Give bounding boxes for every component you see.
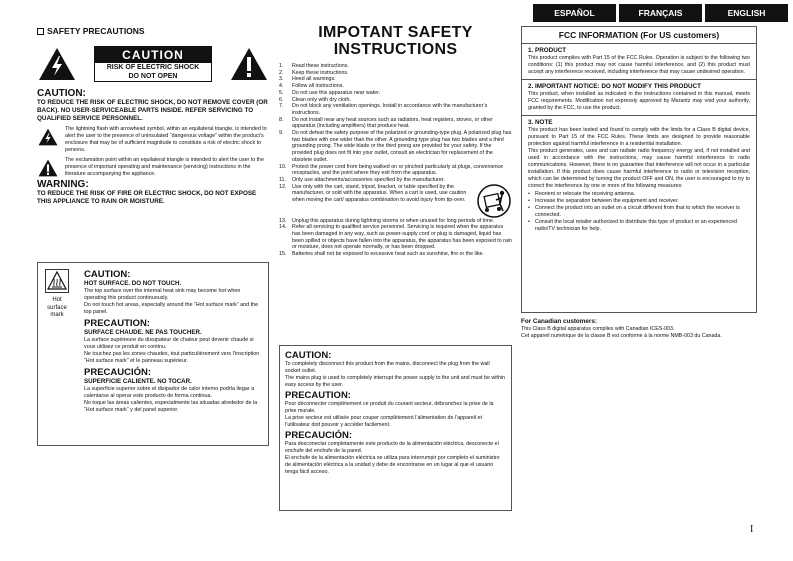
instruction-number: 13. [279,217,287,224]
instruction-item [279,70,512,77]
disconnect-fr-heading: PRECAUTION: [285,390,351,401]
hs-caution-sub: HOT SURFACE. DO NOT TOUCH. [84,280,182,287]
small-lightning-icon [37,126,59,154]
exclamation-explanation-text: The exclamation point within an equilateral triangle is intended to alert the user to the presence of important operating and maintenance (servicing) instructions in the literature accompanying the appliance. [65,157,265,177]
instruction-text: Do not block any ventilation openings. Install in accordance with the manufacturer’s instructions. [292,103,488,116]
list-item: • Reorient or relocate the receiving antenna. [528,191,636,197]
warning-heading: WARNING: [37,179,89,190]
instruction-item [279,90,512,97]
instruction-text: Refer all servicing to qualified service personnel. Servicing is required when the apparatus has been damaged in any way, such as power-supply cord or plug is damaged, liquid has been spilled or objects have fallen into the apparatus, the apparatus has been exposed to rain or moisture, does not operate normally, or has been dropped. [292,224,512,251]
hot-surface-text [84,267,264,414]
instruction-number: 10. [279,163,287,170]
instruction-text: Keep these instructions. [292,69,349,76]
hs-fr-p2: Ne touchez pas les zones chaudes, tout particulièrement vers l’inscription “Hot surface mark” et le panneau supérieur. [84,351,260,364]
instruction-text: Batteries shall not be exposed to excessive heat such as sunshine, fire or the like. [292,251,484,258]
instructions-title-line1: IMPOTANT SAFETY [318,24,473,41]
bullet-icon: • [528,205,530,211]
list-item: • Increase the separation between the equipment and receiver. [528,198,679,204]
instruction-number: 12. [279,183,287,190]
lightning-explanation [37,126,269,154]
instruction-item [279,83,512,90]
fcc-box [521,26,757,313]
instruction-item [279,224,512,251]
exclamation-explanation [37,157,269,178]
instruction-item [279,76,512,83]
instruction-text: Only use attachments/accessories specified by the manufacturer. [292,176,445,183]
instruction-number: 7. [279,103,284,110]
hs-es-heading: PRECAUCIÓN: [84,367,152,378]
fcc-section-note [522,116,756,236]
bullet-icon: • [528,191,530,197]
checkbox-square-icon [37,28,44,35]
hs-es-p1: La superficie superior sobre el disipador de calor interno podría llegar a calentarse al operar este producto de forma continua. [84,386,255,399]
hs-es-sub: SUPERFICIE CALIENTE. NO TOCAR. [84,378,192,385]
hs-fr-p1: La surface supérieure du dissipateur de chaleur peut devenir chaude si vous utilisez ce produit en continu. [84,337,254,350]
instruction-text: Heed all warnings. [292,76,336,83]
caution-panel [37,42,269,206]
hot-surface-box [37,262,269,446]
disconnect-caution-box [279,345,512,511]
instruction-number: 8. [279,116,284,123]
tab-espanol[interactable]: ESPAÑOL [533,4,616,22]
cart-tipover-warning-icon [476,184,512,218]
hot-surface-icon [45,269,69,293]
tab-francais[interactable]: FRANÇAIS [619,4,702,22]
caution-label-box [94,46,212,82]
fcc-s1-text: This product complies with Part 15 of the FCC Rules. Operation is subject to the following two conditions: (1) this product may not cause harmful interference, and (2) this product must accept any interference received, including interference that may cause undesired operation. [528,55,750,75]
fcc-measures-list [528,191,750,233]
caution-text: TO REDUCE THE RISK OF ELECTRIC SHOCK, DO NOT REMOVE COVER (OR BACK). NO USER-SERVICEABLE PARTS INSIDE. REFER SERVICING TO QUALIFIED SERVICE PERSONNEL. [37,99,268,122]
instruction-text-wrap [292,184,512,218]
caution-heading: CAUTION: [37,88,86,99]
lightning-explanation-text: The lightning flash with arrowhead symbol, within an equilateral triangle, is intended to alert the user to the presence of uninsulated “dangerous voltage” within the product’s enclosure that may be of sufficient magnitude to constitute a risk of electric shock to persons. [65,126,267,153]
fcc-section-product [522,44,756,80]
disconnect-fr-p2: La prise secteur est utilisée pour couper complètement l’alimentation de l’appareil et l’utilisateur doit pouvoir y accéder facilement. [285,415,482,428]
instruction-text: Clean only with dry cloth. [292,96,351,103]
disconnect-en-heading: CAUTION: [285,350,332,361]
fcc-s3-title: 3. NOTE [528,119,553,126]
instruction-item [279,164,512,177]
instruction-text: Do not install near any heat sources such as radiators, heat registers, stoves, or other apparatus (including amplifiers) that produce heat. [292,116,493,130]
instruction-text: Follow all instructions. [292,83,344,90]
lightning-warning-icon [37,45,77,83]
instruction-item [279,63,512,70]
instructions-title [279,24,512,58]
fcc-s2-text: This product, when installed as indicated in the instructions contained in this manual, meets FCC requirements. Modification not expressly approved by Marantz may void your authority, granted by the FCC, to use the product. [528,91,750,111]
language-tabs [533,4,788,22]
safety-title-text: SAFETY PRECAUTIONS [47,26,145,36]
caution-label-head: CAUTION [95,47,211,63]
instruction-number: 5. [279,89,284,96]
canada-section [521,318,757,340]
caution-label-line2: DO NOT OPEN [128,73,178,80]
instruction-item [279,97,512,104]
instruction-item [279,177,512,184]
instruction-number: 9. [279,130,284,137]
instruction-number: 2. [279,69,284,76]
instruction-item [279,251,512,258]
disconnect-fr-p1: Pour déconnecter complètement ce produit du courant secteur, débranchez la prise de la prise murale. [285,401,494,414]
instruction-number: 15. [279,251,287,258]
instruction-item [279,130,512,164]
disconnect-en-p2: The mains plug is used to completely interrupt the power supply to the unit and must be within easy access by the user. [285,375,505,388]
exclamation-warning-icon [229,45,269,83]
caution-label-line1: RISK OF ELECTRIC SHOCK [106,64,200,71]
instructions-list [279,63,512,258]
instruction-number: 4. [279,83,284,90]
instruction-number: 14. [279,224,287,231]
fcc-section-notice [522,80,756,116]
hot-surface-mark [44,269,70,320]
bullet-icon: • [528,198,530,204]
instruction-text: Use only with the cart, stand, tripod, bracket, or table specified by the manufacturer, or sold with the apparatus. When a cart is used, use caution when moving the cart/ apparatus combination to avoid injury from tip-over. [292,183,467,204]
fcc-title: FCC INFORMATION (For US customers) [522,27,756,44]
instruction-item [279,218,512,225]
instruction-item [279,103,512,116]
instructions-title-line2: INSTRUCTIONS [333,41,458,58]
canada-p1: This Class B digital apparatus complies with Canadian ICES-003. [521,326,675,332]
safety-section-header [37,26,269,36]
list-item: • Connect the product into an outlet on a circuit different from that to which the receiver is connected. [528,205,740,218]
fcc-s3-text1: This product has been tested and found to comply with the limits for a Class B digital device, pursuant to Part 15 of the FCC Rules. These limits are designed to provide reasonable protection against harmful interference in a residential installation. [528,127,750,147]
hs-es-p2: No toque las áreas calientes, especialmente las situadas alrededor de la “Hot surface mark” y del panel superior. [84,400,258,413]
instruction-text: Read these instructions. [292,63,349,69]
tab-english[interactable]: ENGLISH [705,4,788,22]
hs-fr-heading: PRECAUTION: [84,318,150,329]
hot-surface-caption: Hot surface mark [47,297,67,318]
disconnect-en-p1: To completely disconnect this product from the mains, disconnect the plug from the wall socket outlet. [285,361,490,374]
instruction-item [279,117,512,130]
hs-fr-sub: SURFACE CHAUDE. NE PAS TOUCHER. [84,329,202,336]
instruction-number: 6. [279,96,284,103]
instructions-section [279,24,512,258]
hs-caution-p1: The top surface over the internal heat sink may become hot when operating this product continuously. [84,288,241,301]
instruction-text: Do not use this apparatus near water. [292,89,381,96]
canada-p2: Cet appareil numérique de la classe B est conforme à la norme NMB-003 du Canada. [521,333,722,339]
fcc-s2-title: 2. IMPORTANT NOTICE: DO NOT MODIFY THIS PRODUCT [528,83,701,90]
warning-text: TO REDUCE THE RISK OF FIRE OR ELECTRIC SHOCK, DO NOT EXPOSE THIS APPLIANCE TO RAIN OR MOISTURE. [37,190,257,205]
hs-caution-p2: Do not touch hot areas, especially around the “Hot surface mark” and the top panel. [84,302,259,315]
instruction-text: Unplug this apparatus during lightning storms or when unused for long periods of time. [292,217,495,224]
fcc-s1-title: 1. PRODUCT [528,47,567,54]
bullet-icon: • [528,219,530,225]
disconnect-es-heading: PRECAUCIÓN: [285,430,353,441]
instruction-number: 3. [279,76,284,83]
disconnect-es-p1: Para desconectar completamente este producto de la alimentación eléctrica, desconecte el enchufe del enchufe de la pared. [285,441,499,454]
page-number: I [750,524,754,535]
instruction-item [279,184,512,218]
hs-caution-heading: CAUTION: [84,269,131,280]
list-item: • Consult the local retailer authorized to distribute this type of product or an experienced radio/TV technician for help. [528,219,737,232]
instruction-text: Protect the power cord from being walked on or pinched particularly at plugs, convenience receptacles, and the point where they exit from the apparatus. [292,163,504,177]
small-exclamation-icon [37,157,59,178]
safety-title [37,26,269,36]
caution-banner [37,42,269,86]
instruction-text: Do not defeat the safety purpose of the polarized or grounding-type plug. A polarized plug has two blades with one wider than the other. A grounding type plug has two blades and a third grounding prong. The wide blade or the third prong are provided for your safety. If the provided plug does not fit into your outlet, consult an electrician for replacement of the obsolete outlet. [292,130,512,163]
disconnect-es-p2: El enchufe de la alimentación eléctrica se utiliza para interrumpir por completo el suministro de alimentación eléctrica a la unidad y debe de encontrarse en un lugar al que el usuario tenga fácil acceso. [285,455,500,475]
canada-title: For Canadian customers: [521,318,597,325]
instruction-number: 11. [279,176,286,183]
fcc-s3-text2: This product generates, uses and can radiate radio frequency energy and, if not installed and used in accordance with the instructions, may cause harmful interference to radio communications. However, there is no guarantee that interference will not occur in a particular installation. If this product does cause harmful interference to radio or television reception, which can be determined by turning the product OFF and ON, the user is encouraged to try to correct the interference by one or more of the following measures: [528,148,750,189]
instruction-number: 1. [279,63,284,69]
